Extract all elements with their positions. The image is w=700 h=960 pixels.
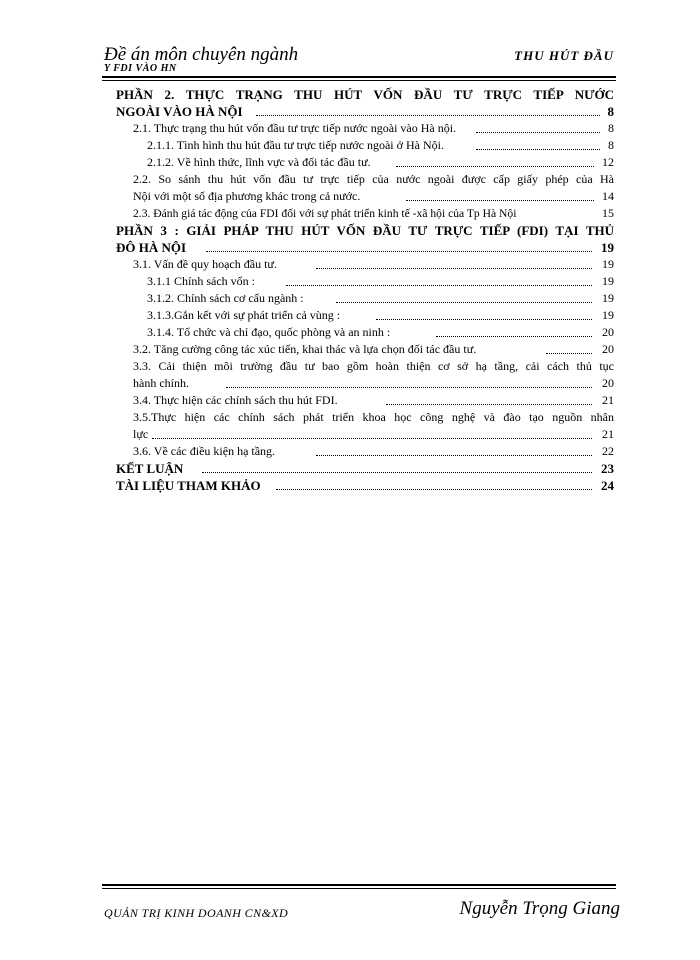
toc-part2-title: PHẦN 2. THỰC TRẠNG THU HÚT VỐN ĐẦU TƯ TRỰC TIẾP NƯỚC [116,87,614,102]
toc-entry[interactable]: Nội với một số địa phương khác trong cả nước. 14 [133,189,614,203]
header-subtitle: Y FDI VÀO HN [104,63,177,74]
toc-entry[interactable]: NGOÀI VÀO HÀ NỘI 8 [116,104,614,119]
header-right-title: THU HÚT ĐẦU [514,48,614,63]
toc-entry[interactable]: ĐÔ HÀ NỘI 19 [116,240,614,255]
footer-rule [102,884,616,886]
footer-author: Nguyễn Trọng Giang [459,898,620,919]
table-of-contents [116,86,614,494]
toc-entry[interactable]: lực 21 [133,427,614,441]
footer-rule-thin [102,888,616,889]
toc-entry[interactable]: hành chính. 20 [133,376,614,390]
toc-entry[interactable]: 2.1. Thực trạng thu hút vốn đầu tư trực tiếp nước ngoài vào Hà nội. 8 [133,121,614,135]
toc-entry[interactable]: 3.1.2. Chính sách cơ cấu ngành : 19 [147,291,614,305]
toc-entry[interactable]: KẾT LUẬN 23 [116,461,614,476]
toc-entry-line[interactable]: 2.2. So sánh thu hút vốn đầu tư trực tiếp của nước ngoài được cấp giấy phép của Hà [133,172,614,186]
toc-entry[interactable]: 3.2. Tăng cường công tác xúc tiến, khai thác và lựa chọn đối tác đầu tư. 20 [133,342,614,356]
toc-entry[interactable]: 3.1. Vấn đề quy hoạch đầu tư. 19 [133,257,614,271]
toc-entry[interactable]: 3.1.1 Chính sách vốn : 19 [147,274,614,288]
toc-entry[interactable]: 2.1.1. Tình hình thu hút đầu tư trực tiếp nước ngoài ở Hà Nội. 8 [147,138,614,152]
toc-entry[interactable]: 2.1.2. Về hình thức, lĩnh vực và đối tác đầu tư. 12 [147,155,614,169]
toc-entry[interactable]: TÀI LIỆU THAM KHẢO 24 [116,478,614,493]
toc-entry-line[interactable]: 3.3. Cải thiện môi trường đầu tư bao gồm hoàn thiện cơ sở hạ tầng, cải cách thủ tục [133,359,614,373]
toc-entry-line[interactable]: 3.5.Thực hiện các chính sách phát triển khoa học công nghệ và đào tạo nguồn nhân [133,410,614,424]
toc-entry[interactable]: 3.4. Thực hiện các chính sách thu hút FDI. 21 [133,393,614,407]
header-title: Đề án môn chuyên ngành [104,44,299,65]
toc-entry[interactable]: 3.1.4. Tổ chức và chỉ đạo, quốc phòng và an ninh : 20 [147,325,614,339]
toc-part3-title: PHẦN 3 : GIẢI PHÁP THU HÚT VỐN ĐẦU TƯ TRỰC TIẾP (FDI) TẠI THỦ [116,223,614,238]
footer-department: QUẢN TRỊ KINH DOANH CN&XD [104,906,289,920]
toc-entry[interactable]: 3.6. Về các điều kiện hạ tầng. 22 [133,444,614,458]
toc-entry[interactable]: 3.1.3.Gắn kết với sự phát triển cả vùng : 19 [147,308,614,322]
toc-entry[interactable]: 2.3. Đánh giá tác động của FDI đối với sự phát triển kinh tế -xã hội của Tp Hà Nội 15 [133,206,614,220]
header-rule-thin [102,80,616,81]
header-rule [102,76,616,78]
